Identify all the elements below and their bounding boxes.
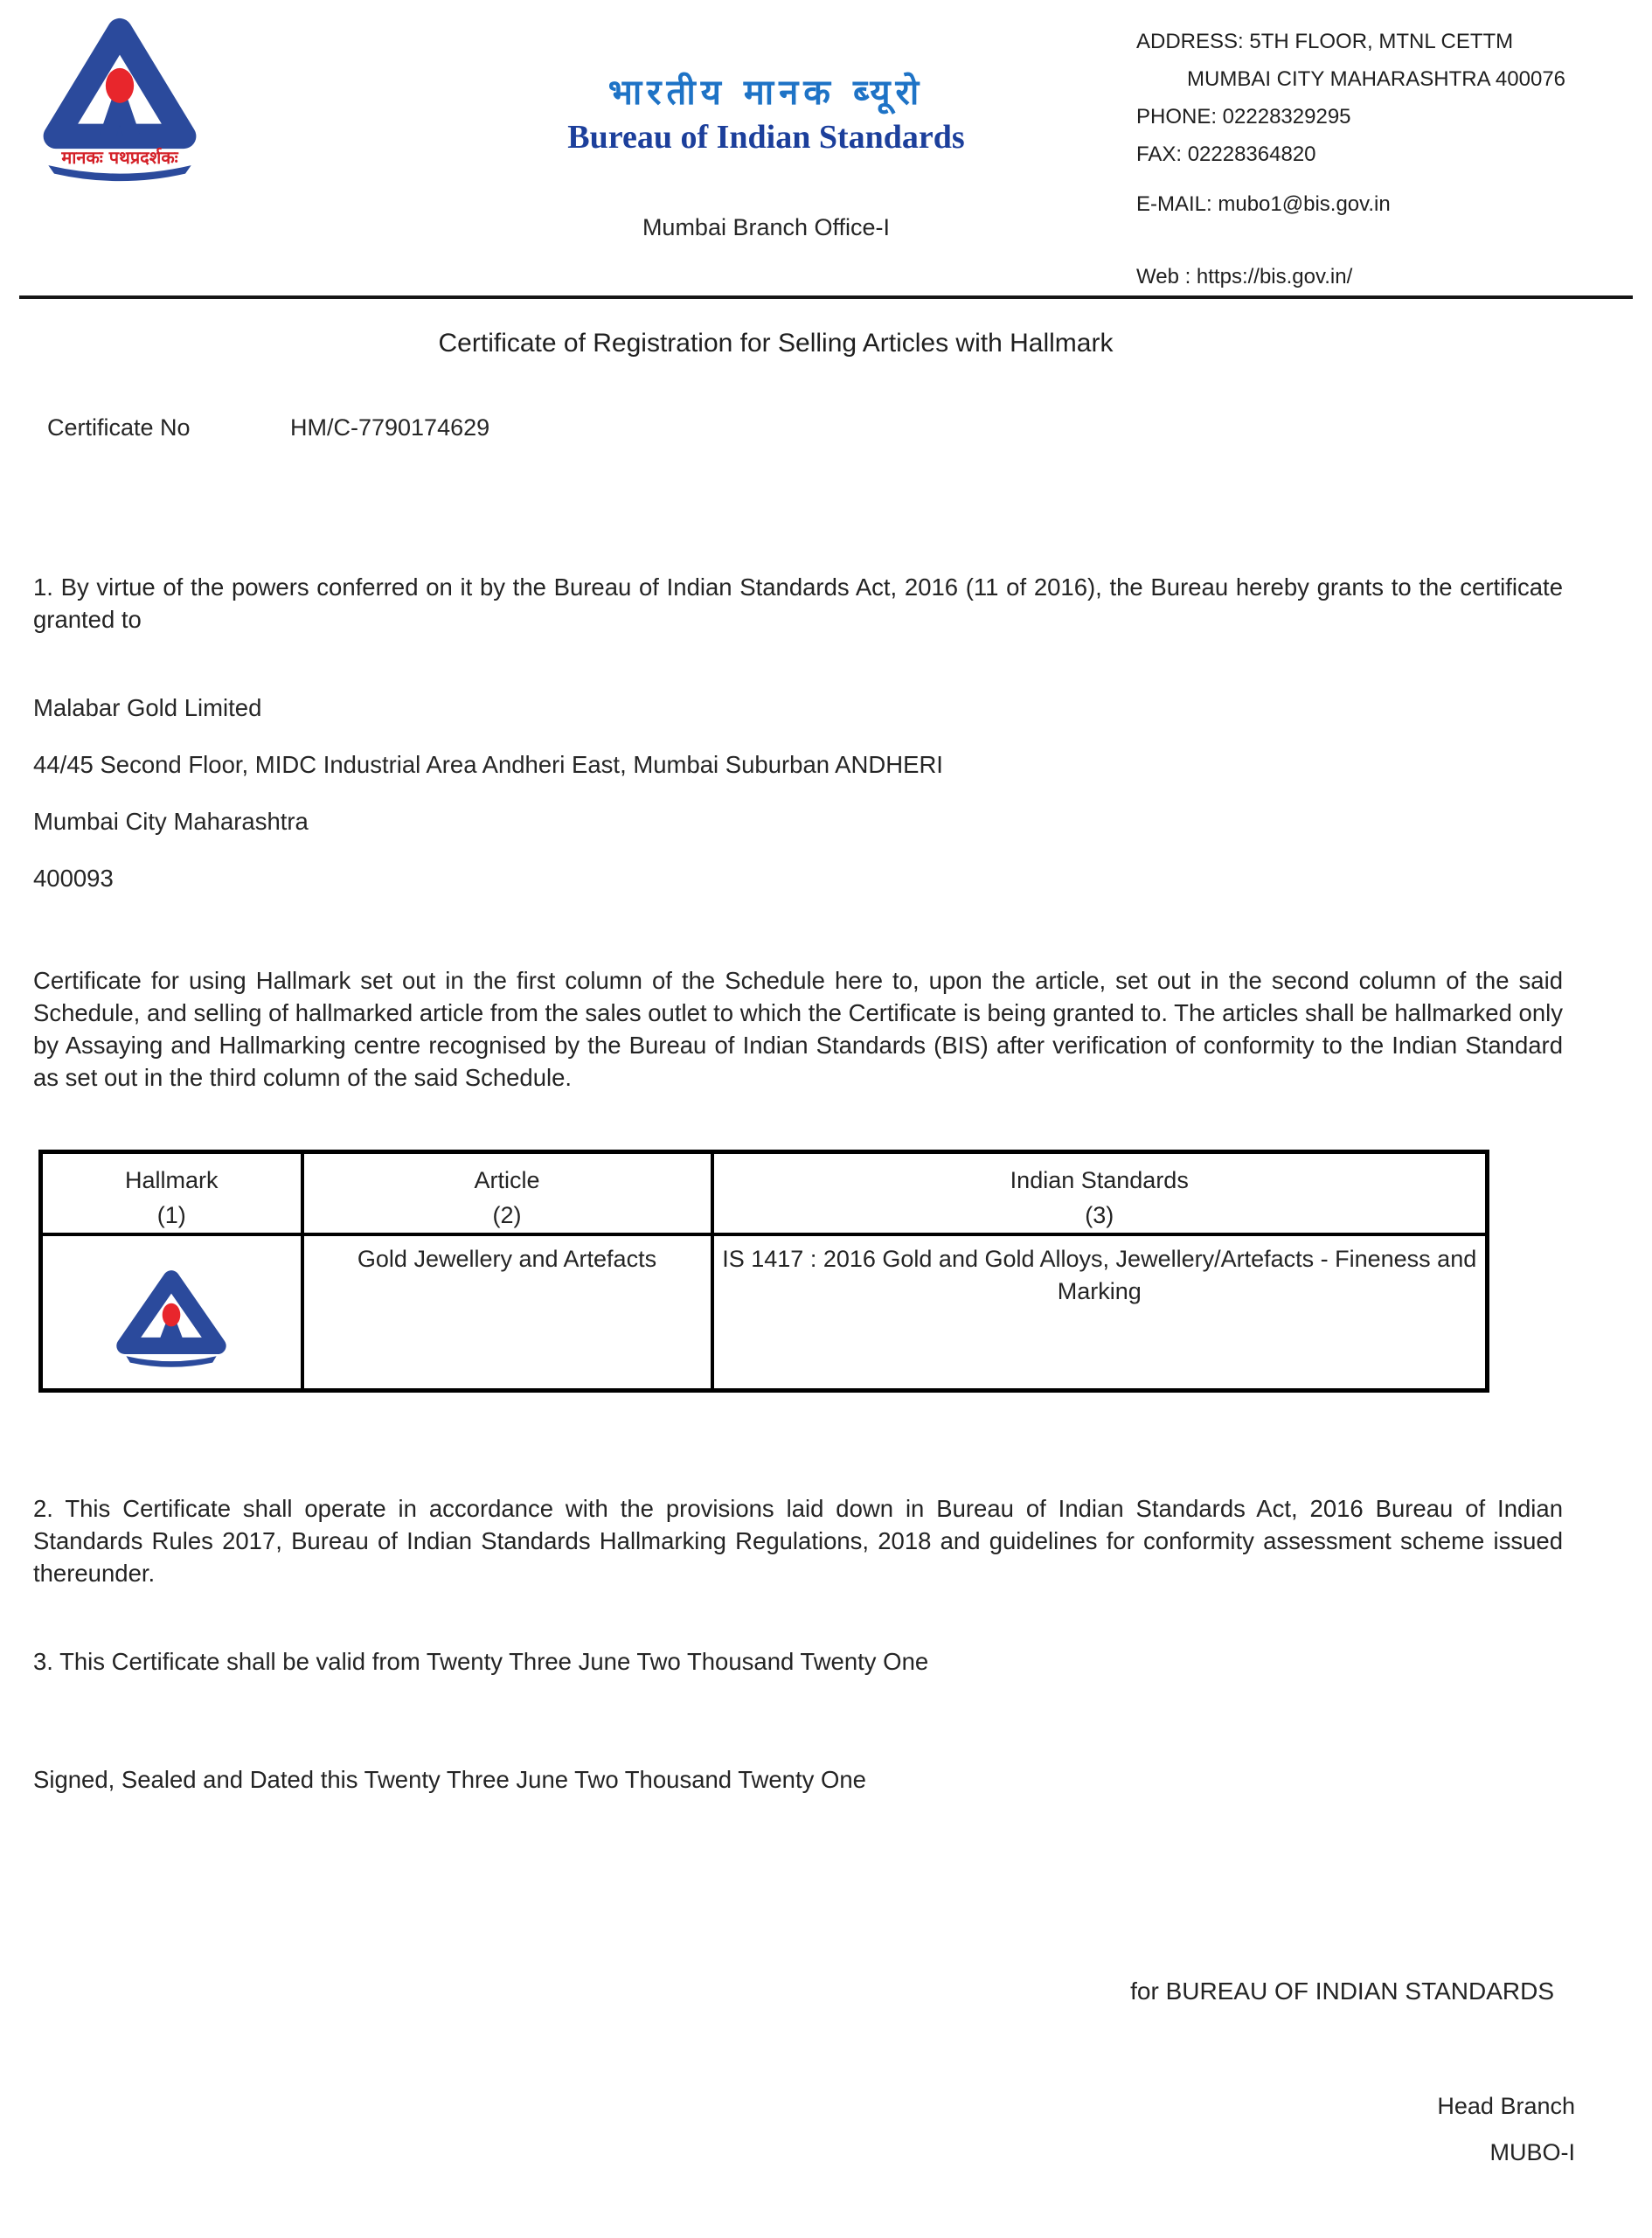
bis-hallmark-logo-icon xyxy=(106,1266,237,1378)
org-name-hindi: भारतीय मानक ब्यूरो xyxy=(607,73,925,113)
bis-logo xyxy=(37,9,208,295)
table-header-row xyxy=(41,1152,1488,1235)
document-header xyxy=(0,0,1652,295)
for-organization-line: for BUREAU OF INDIAN STANDARDS xyxy=(1130,1977,1554,2005)
column-label: Hallmark xyxy=(124,1167,219,1193)
column-header-hallmark xyxy=(41,1152,302,1235)
org-name-english: Bureau of Indian Standards xyxy=(567,119,965,156)
bis-logo-icon xyxy=(37,147,203,193)
column-index: (1) xyxy=(156,1202,186,1228)
contact-address-line2: MUMBAI CITY MAHARASHTRA 400076 xyxy=(1187,67,1566,91)
certificate-title: Certificate of Registration for Selling Articles with Hallmark xyxy=(438,329,1114,358)
contact-email: E-MAIL: mubo1@bis.gov.in xyxy=(1136,192,1391,216)
column-label: Article xyxy=(474,1167,540,1193)
grantee-address: 44/45 Second Floor, MIDC Industrial Area Andheri East, Mumbai Suburban ANDHERI xyxy=(33,751,943,778)
contact-web: Web : https://bis.gov.in/ xyxy=(1136,265,1353,288)
contact-address-line1: ADDRESS: 5TH FLOOR, MTNL CETTM xyxy=(1136,30,1514,53)
logo-red-dot xyxy=(106,68,134,103)
branch-office-name: Mumbai Branch Office-I xyxy=(642,214,891,240)
column-index: (3) xyxy=(1085,1202,1114,1228)
schedule-table xyxy=(38,1150,1489,1393)
contact-phone: PHONE: 02228329295 xyxy=(1136,105,1351,129)
column-header-article xyxy=(302,1152,712,1235)
column-index: (2) xyxy=(492,1202,522,1228)
contact-block xyxy=(1136,9,1652,295)
table-row xyxy=(41,1234,1488,1390)
column-label: Indian Standards xyxy=(1010,1167,1189,1193)
article-cell: Gold Jewellery and Artefacts xyxy=(302,1234,712,1390)
hallmark-paragraph: Certificate for using Hallmark set out in the first column of the Schedule here to, upon the article, set out in the second column of the said Schedule, and selling of hallmarked article from the sales outlet to which the Certificate is being granted to. The articles shall be hallmarked only by Assaying and Hallmarking centre recognised by the Bureau of Indian Standards (BIS) after verification of conformity to the Indian Standard as set out in the third column of the said Schedule. xyxy=(33,967,1563,1091)
signatory-designation: Head Branch xyxy=(1437,2092,1575,2119)
clause-3: 3. This Certificate shall be valid from Twenty Three June Two Thousand Twenty One xyxy=(33,1647,929,1675)
column-header-indian-standards xyxy=(712,1152,1488,1235)
signatory-office-code: MUBO-I xyxy=(1489,2138,1575,2165)
clause-2: 2. This Certificate shall operate in accordance with the provisions laid down in Bureau of Indian Standards Act, 2016 Bureau of Indian Standards Rules 2017, Bureau of Indian Standards Hallmarking Regulations, 2018 and guidelines for conformity assessment scheme issued thereunder. xyxy=(33,1494,1563,1587)
org-name-block xyxy=(208,9,1136,295)
logo-banner-text: मानकः पथप्रदर्शकः xyxy=(61,147,178,169)
hallmark-cell xyxy=(41,1234,302,1390)
certificate-number-label: Certificate No xyxy=(47,414,191,441)
grantee-city: Mumbai City Maharashtra xyxy=(33,808,309,835)
grantee-pincode: 400093 xyxy=(33,865,114,892)
header-divider xyxy=(19,295,1633,299)
grantee-name: Malabar Gold Limited xyxy=(33,694,262,721)
contact-fax: FAX: 02228364820 xyxy=(1136,142,1316,166)
indian-standard-cell: IS 1417 : 2016 Gold and Gold Alloys, Jewellery/Artefacts - Fineness and Marking xyxy=(712,1234,1488,1390)
clause-1: 1. By virtue of the powers conferred on it by the Bureau of Indian Standards Act, 2016 (11 of 2016), the Bureau hereby grants to the certificate granted to xyxy=(33,573,1563,633)
signed-sealed-line: Signed, Sealed and Dated this Twenty Three June Two Thousand Twenty One xyxy=(33,1765,866,1793)
certificate-number-value: HM/C-7790174629 xyxy=(290,414,490,441)
grantee-block xyxy=(33,692,1563,894)
certificate-number-row xyxy=(47,414,1652,441)
